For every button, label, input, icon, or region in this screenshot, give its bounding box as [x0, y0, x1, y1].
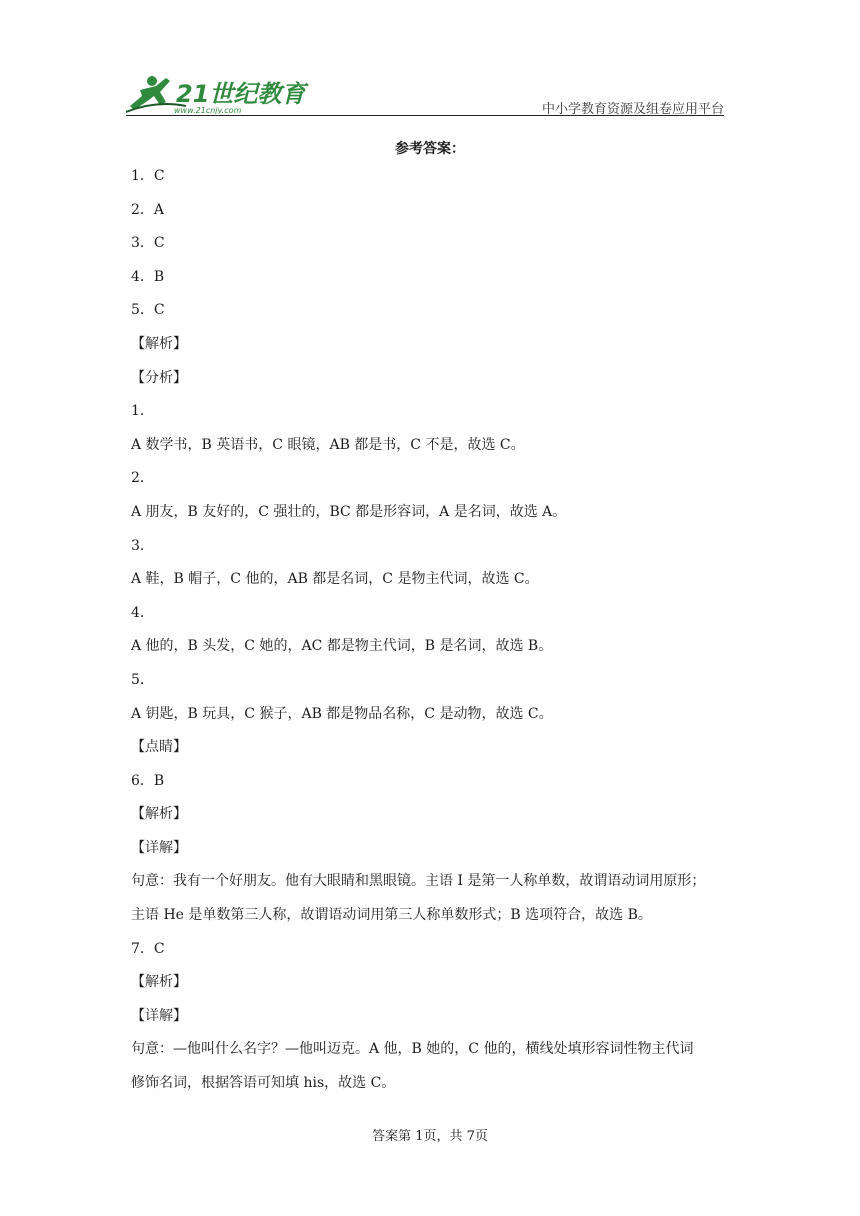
item-number: 5．: [131, 671, 154, 688]
explanation-line: A 他的，B 头发，C 她的，AC 都是物主代词，B 是名词，故选 B。: [131, 638, 553, 655]
section-heading: 【解析】: [131, 806, 187, 823]
answer-line: 4．B: [131, 268, 165, 285]
page-header: [126, 62, 724, 116]
explanation-line: A 数学书，B 英语书，C 眼镜，AB 都是书，C 不是，故选 C。: [131, 436, 525, 453]
section-heading: 【详解】: [131, 1007, 187, 1024]
header-divider: [126, 115, 724, 116]
explanation-line: 修饰名词，根据答语可知填 his，故选 C。: [131, 1075, 396, 1092]
explanation-line: A 钥匙，B 玩具，C 猴子，AB 都是物品名称，C 是动物，故选 C。: [131, 705, 553, 722]
section-heading: 【分析】: [131, 369, 187, 386]
answer-line: 7．C: [131, 940, 165, 957]
section-heading: 【点睛】: [131, 739, 187, 756]
section-heading: 【详解】: [131, 839, 187, 856]
page-footer: 答案第 1页，共 7页: [372, 1129, 488, 1144]
item-number: 4．: [131, 604, 154, 621]
answer-body: [131, 163, 731, 1104]
logo-21cnjy: [126, 72, 326, 114]
logo-url: www.21cnjy.com: [174, 106, 242, 114]
section-heading: 【解析】: [131, 335, 187, 352]
explanation-line: 句意：—他叫什么名字？—他叫迈克。A 他，B 她的，C 他的，横线处填形容词性物主代词: [131, 1041, 694, 1058]
platform-label: 中小学教育资源及组卷应用平台: [541, 102, 724, 117]
answer-line: 6．B: [131, 772, 165, 789]
item-number: 3．: [131, 537, 154, 554]
answer-line: 5．C: [131, 302, 165, 319]
answer-line: 3．C: [131, 235, 165, 252]
explanation-line: 主语 He 是单数第三人称，故谓语动词用第三人称单数形式；B 选项符合，故选 B。: [131, 907, 652, 924]
answer-line: 2．A: [131, 201, 165, 218]
item-number: 2．: [131, 470, 154, 487]
page-title: 参考答案：: [395, 141, 465, 157]
section-heading: 【解析】: [131, 974, 187, 991]
explanation-line: A 朋友，B 友好的，C 强壮的，BC 都是形容词，A 是名词，故选 A。: [131, 503, 567, 520]
item-number: 1．: [131, 403, 154, 420]
logo-text: 21世纪教育: [176, 80, 306, 108]
explanation-line: A 鞋，B 帽子，C 他的，AB 都是名词，C 是物主代词，故选 C。: [131, 571, 539, 588]
answer-line: 1．C: [131, 168, 165, 184]
explanation-line: 句意：我有一个好朋友。他有大眼睛和黑眼镜。主语 I 是第一人称单数，故谓语动词用原形；: [131, 873, 706, 890]
